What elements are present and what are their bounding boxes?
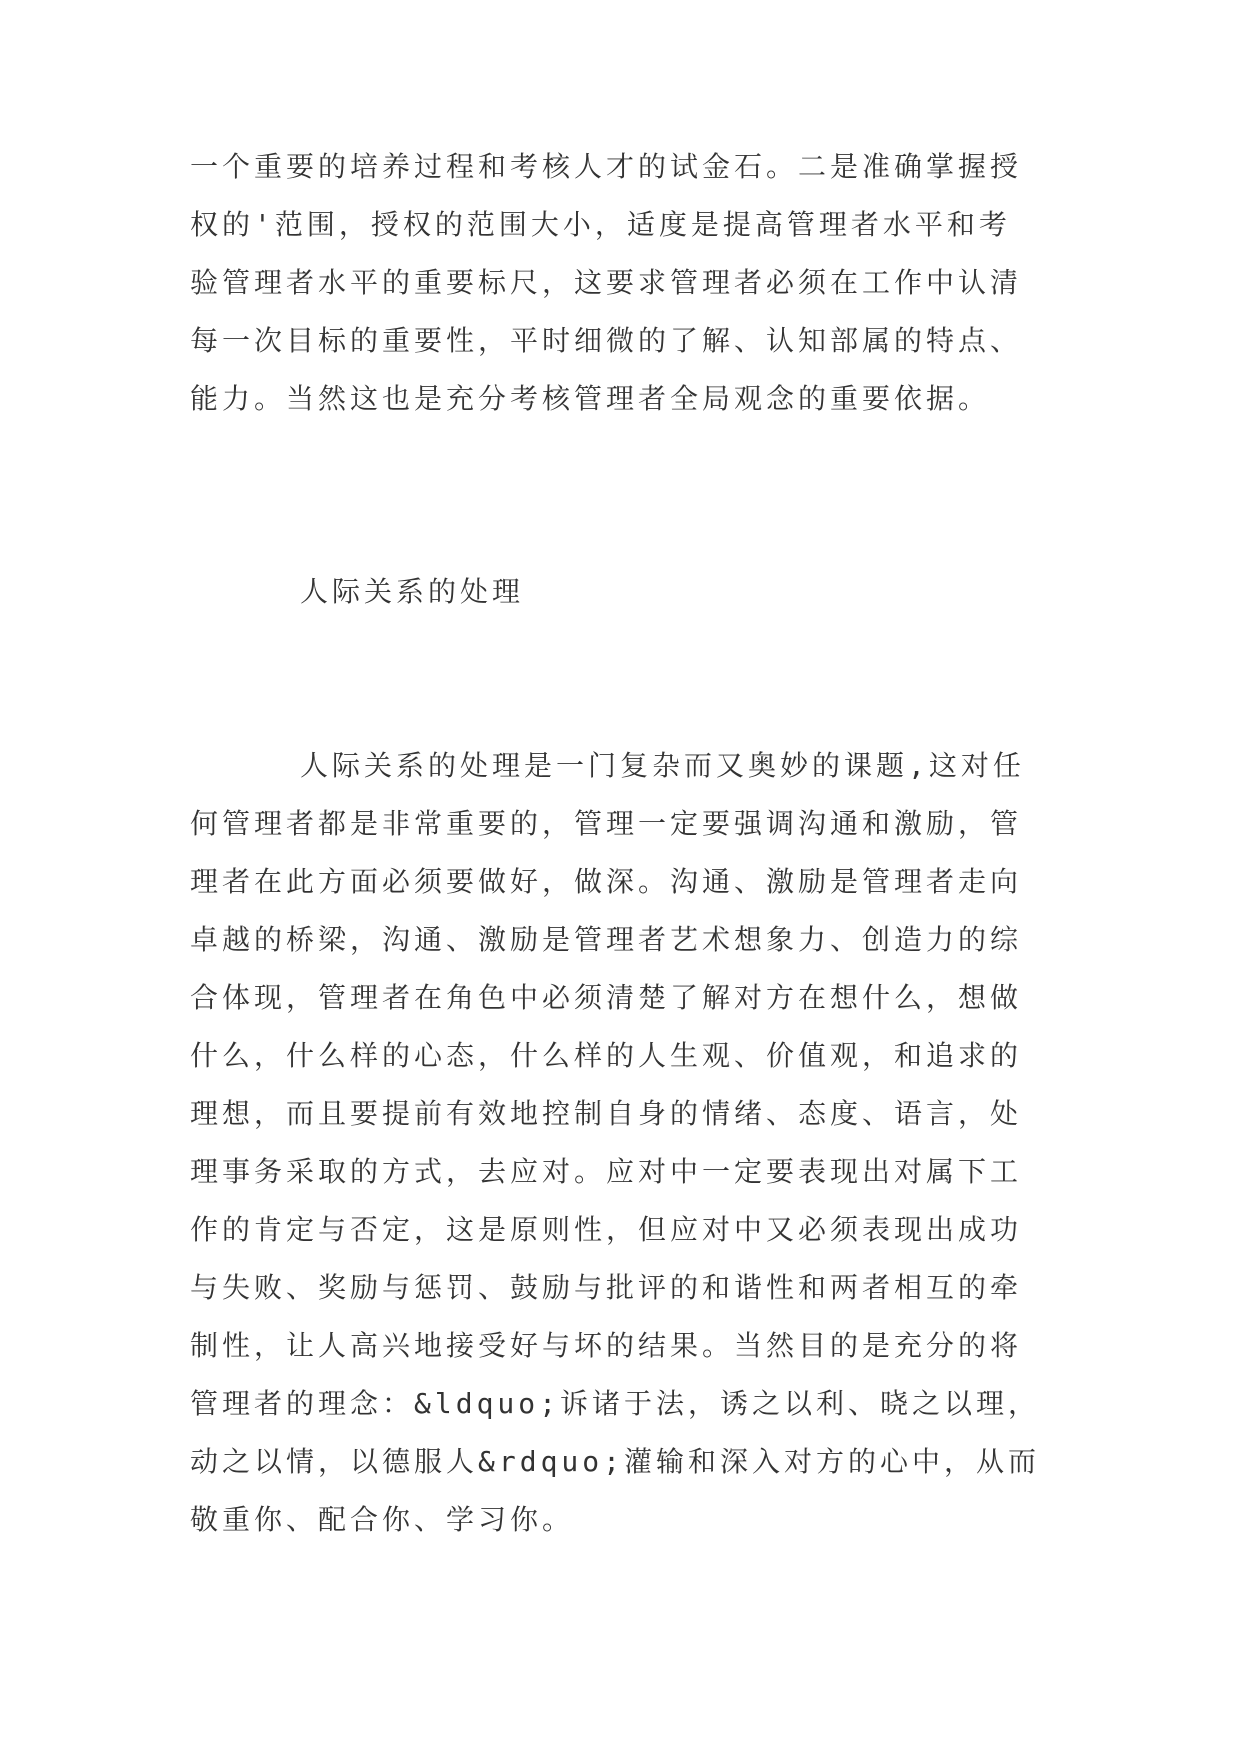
paragraph-line: 人际关系的处理是一门复杂而又奥妙的课题,这对任 — [300, 749, 1025, 782]
paragraph-line: 制性，让人高兴地接受好与坏的结果。当然目的是充分的将 — [190, 1329, 1023, 1362]
paragraph-line: 管理者的理念：&ldquo;诉诸于法，诱之以利、晓之以理， — [190, 1387, 1041, 1420]
paragraph-line: 卓越的桥梁，沟通、激励是管理者艺术想象力、创造力的综 — [190, 923, 1023, 956]
paragraph-line: 验管理者水平的重要标尺，这要求管理者必须在工作中认清 — [190, 266, 1023, 299]
paragraph-line: 能力。当然这也是充分考核管理者全局观念的重要依据。 — [190, 382, 991, 415]
paragraph-line: 一个重要的培养过程和考核人才的试金石。二是准确掌握授 — [190, 150, 1023, 183]
paragraph-line: 权的'范围，授权的范围大小，适度是提高管理者水平和考 — [190, 208, 1011, 241]
paragraph-line: 什么，什么样的心态，什么样的人生观、价值观，和追求的 — [190, 1039, 1023, 1072]
paragraph-line: 理想，而且要提前有效地控制自身的情绪、态度、语言，处 — [190, 1097, 1023, 1130]
paragraph-line: 理者在此方面必须要做好，做深。沟通、激励是管理者走向 — [190, 865, 1023, 898]
section-heading: 人际关系的处理 — [300, 575, 525, 608]
paragraph-line: 与失败、奖励与惩罚、鼓励与批评的和谐性和两者相互的牵 — [190, 1271, 1023, 1304]
paragraph-line: 每一次目标的重要性，平时细微的了解、认知部属的特点、 — [190, 324, 1023, 357]
paragraph-line: 作的肯定与否定，这是原则性，但应对中又必须表现出成功 — [190, 1213, 1023, 1246]
paragraph-line: 敬重你、配合你、学习你。 — [190, 1503, 575, 1536]
paragraph-line: 动之以情，以德服人&rdquo;灌输和深入对方的心中，从而 — [190, 1445, 1041, 1478]
paragraph-line: 合体现，管理者在角色中必须清楚了解对方在想什么，想做 — [190, 981, 1023, 1014]
paragraph-line: 何管理者都是非常重要的，管理一定要强调沟通和激励，管 — [190, 807, 1023, 840]
paragraph-line: 理事务采取的方式，去应对。应对中一定要表现出对属下工 — [190, 1155, 1023, 1188]
